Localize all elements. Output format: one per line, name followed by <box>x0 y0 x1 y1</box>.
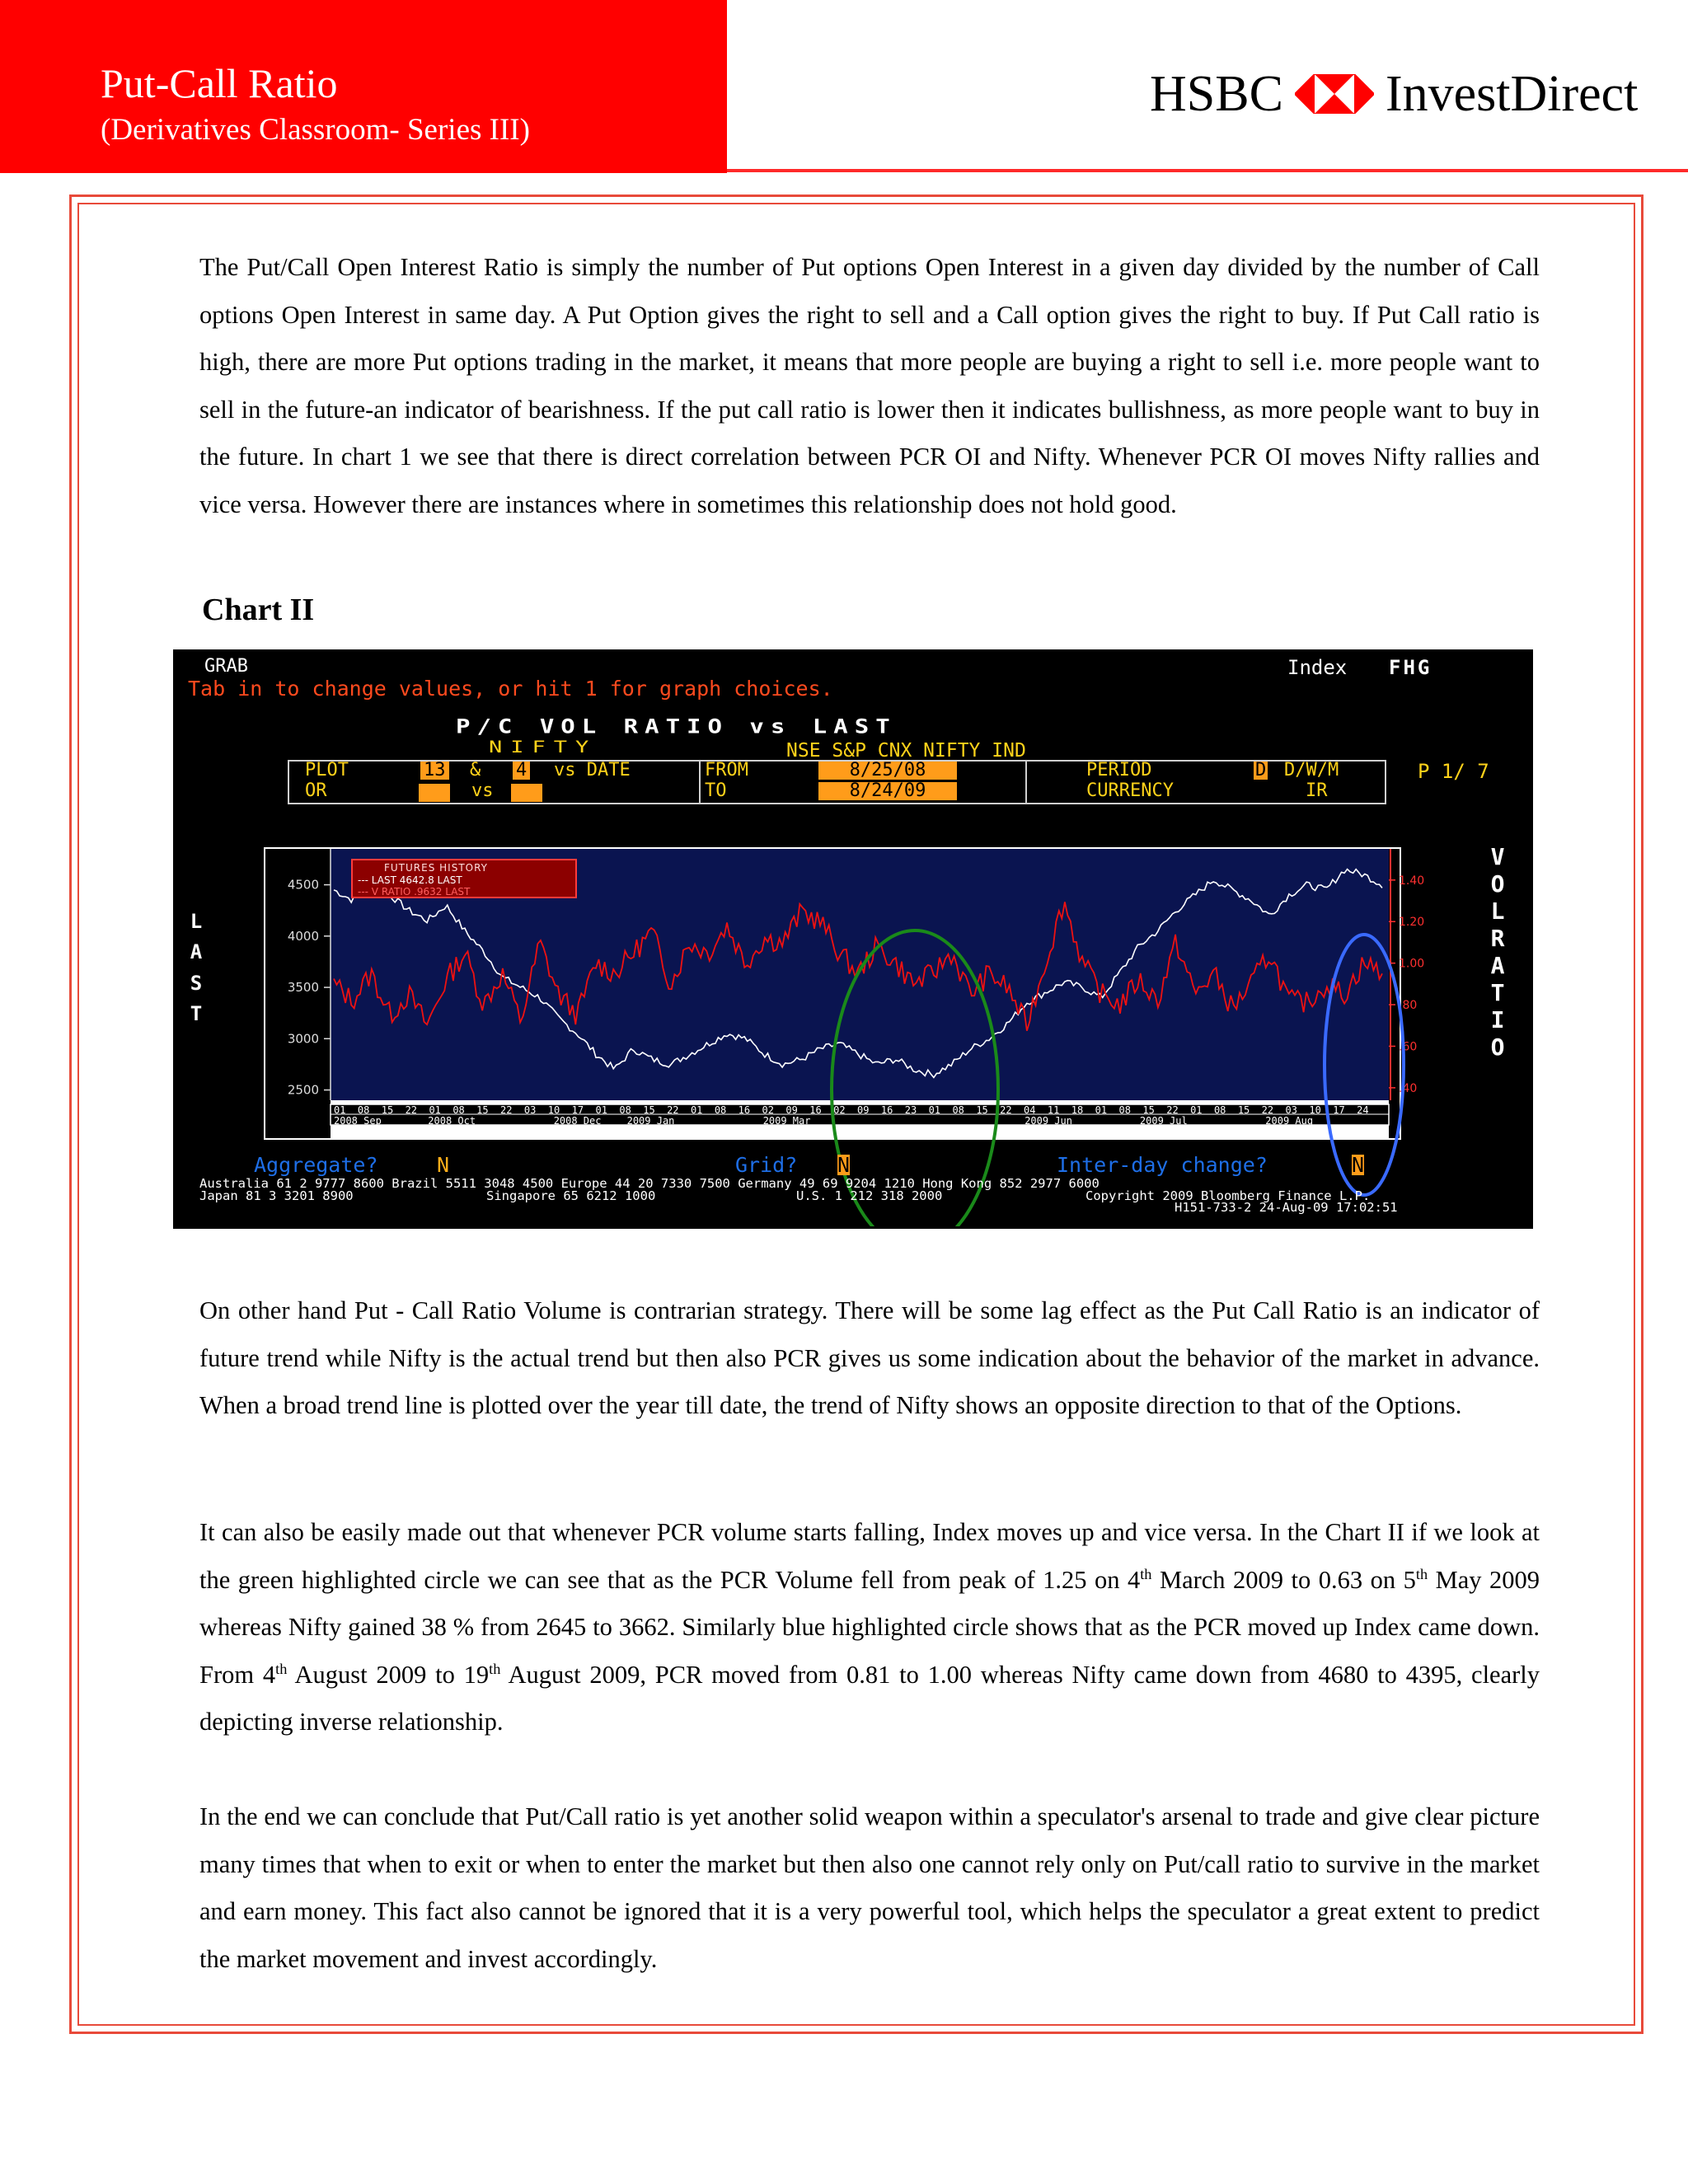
x-axis-day-tick: 22 <box>500 1104 513 1116</box>
currency-field[interactable]: IR <box>1306 780 1328 801</box>
x-axis-day-tick: 08 <box>952 1104 964 1116</box>
chart-underline <box>173 1226 1533 1229</box>
x-axis-day-tick: 03 <box>523 1104 537 1116</box>
page-indicator: P 1/ 7 <box>1418 760 1489 783</box>
x-axis-month-label: 2009 Jul <box>1139 1115 1188 1127</box>
x-axis-day-tick: 01 <box>1095 1104 1108 1116</box>
x-axis-day-tick: 23 <box>904 1104 917 1116</box>
x-axis-day-tick: 17 <box>571 1104 584 1116</box>
x-axis-month-label: 2008 Oct <box>428 1115 476 1127</box>
right-axis-title-letter: R <box>1490 925 1505 952</box>
page-title: Put-Call Ratio <box>101 60 338 106</box>
or-label: OR <box>305 780 327 801</box>
analysis-text-1: It can also be easily made out that whenever PCR volume starts falling, Index moves up and vice versa. In the Chart II if we look at the green highlighted circle we can see that as the PCR Volume fell from peak of 1.25 on 4 <box>199 1518 1540 1594</box>
x-axis-day-tick: 15 <box>1142 1104 1155 1116</box>
amp-label: & <box>470 760 481 780</box>
copyright: Copyright 2009 Bloomberg Finance L.P. <box>1085 1188 1371 1203</box>
period-label: PERIOD <box>1086 760 1152 780</box>
right-axis-title-letter: O <box>1490 870 1505 898</box>
grid-label: Grid? <box>735 1153 798 1177</box>
vs-date-label: vs DATE <box>554 760 631 780</box>
vs-label: vs <box>471 780 494 801</box>
x-axis-day-tick: 15 <box>476 1104 489 1116</box>
right-axis-tick-label: .80 <box>1399 999 1418 1013</box>
x-axis-month-label: 2008 Sep <box>334 1115 382 1127</box>
ordinal-suffix: th <box>1140 1565 1152 1582</box>
index-code: FHG <box>1389 656 1432 679</box>
terminal-timestamp: H151-733-2 24-Aug-09 17:02:51 <box>1175 1200 1398 1215</box>
x-axis-day-tick: 01 <box>928 1104 941 1116</box>
x-axis-day-tick: 11 <box>1047 1104 1060 1116</box>
from-label: FROM <box>705 760 748 780</box>
ordinal-suffix: th <box>489 1660 501 1677</box>
interday-label: Inter-day change? <box>1057 1153 1268 1177</box>
dwm-label: D/W/M <box>1284 760 1339 780</box>
chart-heading: Chart II <box>202 593 315 627</box>
legend-title: FUTURES HISTORY <box>384 862 489 874</box>
x-axis-month-label: 2009 Jan <box>626 1115 675 1127</box>
x-axis-day-tick: 22 <box>405 1104 418 1116</box>
x-axis-day-tick: 22 <box>1166 1104 1179 1116</box>
left-axis-tick-label: 3500 <box>287 980 319 996</box>
analysis-text-4: August 2009 to 19 <box>287 1660 490 1689</box>
x-axis-day-tick: 22 <box>667 1104 679 1116</box>
left-axis-tick-label: 3000 <box>287 1031 319 1047</box>
x-axis-day-tick: 08 <box>714 1104 727 1116</box>
to-date-field[interactable]: 8/24/09 <box>818 782 957 800</box>
x-axis-day-tick: 01 <box>690 1104 703 1116</box>
x-axis-month-label: 2009 Aug <box>1265 1115 1314 1127</box>
x-axis-day-tick: 16 <box>738 1104 751 1116</box>
x-axis-day-tick: 18 <box>1071 1104 1084 1116</box>
intro-paragraph: The Put/Call Open Interest Ratio is simply the number of Put options Open Interest in a given day divided by the number of Call options Open Interest in same day. A Put Option gives the right to sell and a Call option gives the right to buy. If Put Call ratio is high, there are more Put options trading in the market, it means that more people are buying a right to sell i.e. more people want to sell in the future-an indicator of bearishness. If the put call ratio is lower then it indicates bullishness, as more people want to buy in the future. In chart 1 we see that there is direct correlation between PCR OI and Nifty. Whenever PCR OI moves Nifty rallies and vice versa. However there are instances where in sometimes this relationship does not hold good. <box>199 253 1540 518</box>
x-axis-day-tick: 08 <box>619 1104 631 1116</box>
right-axis-tick-label: .40 <box>1399 1081 1418 1095</box>
x-axis-month-label: 2008 Dec <box>553 1115 602 1127</box>
x-axis-day-tick: 15 <box>643 1104 655 1116</box>
logo-hsbc-text: HSBC <box>1150 65 1283 122</box>
plot-label: PLOT <box>305 760 349 780</box>
x-axis-day-tick: 02 <box>833 1104 846 1116</box>
aggregate-label: Aggregate? <box>254 1153 378 1177</box>
x-axis-day-tick: 08 <box>452 1104 465 1116</box>
grab-label: GRAB <box>204 656 248 677</box>
analysis-text-2: March 2009 to 0.63 on 5 <box>1151 1565 1416 1594</box>
interday-value[interactable]: N <box>1352 1153 1365 1177</box>
x-axis-day-tick: 15 <box>976 1104 988 1116</box>
right-axis-tick-label: .60 <box>1399 1040 1418 1054</box>
x-axis-day-tick: 15 <box>381 1104 394 1116</box>
left-axis-tick-label: 4500 <box>287 877 319 893</box>
chart-title: P/C VOL RATIO vs LAST <box>456 715 897 738</box>
left-axis-title-letter: A <box>190 940 203 964</box>
plot-field-1[interactable]: 13 <box>420 762 449 780</box>
left-axis-tick-label: 4000 <box>287 928 319 944</box>
x-axis-day-tick: 15 <box>1237 1104 1250 1116</box>
left-axis-title-letter: T <box>190 1001 203 1025</box>
x-axis-day-tick: 10 <box>1309 1104 1321 1116</box>
right-axis-title-letter: T <box>1490 979 1505 1006</box>
ordinal-suffix: th <box>275 1660 288 1677</box>
chart-legend <box>351 859 577 898</box>
right-axis-tick-label: 1.20 <box>1399 916 1425 930</box>
analysis-text-5: August 2009, PCR moved from 0.81 to 1.00 whereas Nifty came down from 4680 to 4395, clearly depicting inverse relationship. <box>199 1660 1540 1736</box>
x-axis-day-tick: 09 <box>785 1104 798 1116</box>
currency-label: CURRENCY <box>1086 780 1174 801</box>
hsbc-hexagon-icon <box>1295 74 1374 114</box>
x-axis-day-tick: 16 <box>809 1104 822 1116</box>
ordinal-suffix: th <box>1415 1565 1428 1582</box>
x-axis-day-tick: 04 <box>1024 1104 1036 1116</box>
x-axis-day-tick: 01 <box>595 1104 607 1116</box>
left-axis-title-letter: S <box>190 971 203 995</box>
legend-ratio: --- V RATIO .9632 LAST <box>358 886 471 898</box>
right-axis-title-letter: A <box>1490 952 1505 979</box>
page-subtitle: (Derivatives Classroom- Series III) <box>101 113 530 147</box>
right-axis-tick-label: 1.40 <box>1399 874 1425 888</box>
bloomberg-chart-panel <box>173 649 1533 1226</box>
contact-japan: Japan 81 3 3201 8900 <box>199 1188 354 1203</box>
x-axis-day-tick: 08 <box>1213 1104 1226 1116</box>
plot-field-2[interactable]: 4 <box>513 762 530 780</box>
legend-last: --- LAST 4642.8 LAST <box>358 874 462 886</box>
x-axis-day-tick: 09 <box>857 1104 870 1116</box>
to-label: TO <box>705 780 727 801</box>
left-axis-title-letter: L <box>190 910 203 933</box>
nse-label: NSE S&P CNX NIFTY IND <box>786 740 1026 762</box>
x-axis-day-tick: 01 <box>334 1104 346 1116</box>
right-axis-title-letter: L <box>1490 898 1505 925</box>
x-axis-day-tick: 08 <box>357 1104 370 1116</box>
header-divider <box>727 169 1688 172</box>
logo-investdirect-text: InvestDirect <box>1385 65 1639 122</box>
x-axis-day-tick: 10 <box>547 1104 560 1116</box>
period-field[interactable]: D <box>1255 760 1267 780</box>
right-axis-title-letter: O <box>1490 1033 1505 1061</box>
grid-value[interactable]: N <box>837 1153 851 1177</box>
x-axis-day-tick: 22 <box>1000 1104 1012 1116</box>
conclusion-paragraph: In the end we can conclude that Put/Call ratio is yet another solid weapon within a speculator's arsenal to trade and give clear picture many times that when to exit or when to enter the market but then also one cannot rely only on Put/call ratio to survive in the market and earn money. This fact also cannot be ignored that it is a very powerful tool, which helps the speculator a great extent to predict the market movement and invest accordingly. <box>199 1802 1540 1973</box>
analysis-text-3: May 2009 whereas Nifty gained 38 % from 2645 to 3662. Similarly blue highlighted circle shows that as the PCR moved up Index came down. From 4 <box>199 1565 1540 1689</box>
x-axis-day-tick: 02 <box>762 1104 774 1116</box>
aggregate-value[interactable]: N <box>437 1153 450 1177</box>
contact-singapore: Singapore 65 6212 1000 <box>486 1188 656 1203</box>
index-label: Index <box>1287 656 1348 679</box>
left-axis-tick-label: 2500 <box>287 1082 319 1098</box>
analysis-paragraph <box>199 1509 1540 1736</box>
x-axis-day-tick: 03 <box>1285 1104 1297 1116</box>
x-axis-month-label: 2009 Mar <box>762 1115 811 1127</box>
x-axis-day-tick: 24 <box>1357 1104 1369 1116</box>
nifty-label: NIFTY <box>489 738 598 757</box>
x-axis-day-tick: 17 <box>1333 1104 1345 1116</box>
x-axis-day-tick: 08 <box>1118 1104 1131 1116</box>
contact-us: U.S. 1 212 318 2000 <box>796 1188 943 1203</box>
contrarian-paragraph: On other hand Put - Call Ratio Volume is contrarian strategy. There will be some lag effect as the Put Call Ratio is an indicator of future trend while Nifty is the actual trend but then also PCR gives us some indication about the behavior of the market in advance. When a broad trend line is plotted over the year till date, the trend of Nifty shows an opposite direction to that of the Options. <box>199 1296 1540 1419</box>
chart-svg <box>173 649 1533 1226</box>
x-axis-day-tick: 16 <box>880 1104 893 1116</box>
x-axis-day-tick: 22 <box>1261 1104 1274 1116</box>
right-axis-title-letter: I <box>1490 1006 1505 1033</box>
x-axis-day-tick: 01 <box>429 1104 441 1116</box>
right-axis-tick-label: 1.00 <box>1399 957 1425 971</box>
x-axis-day-tick: 01 <box>1190 1104 1203 1116</box>
x-axis-month-label: 2009 Jun <box>1025 1115 1072 1127</box>
contact-line-1: Australia 61 2 9777 8600 Brazil 5511 3048 4500 Europe 44 20 7330 7500 Germany 49 69 9204 1210 Hong Kong 852 2977 6000 <box>199 1176 1100 1191</box>
hsbc-logo <box>1150 65 1639 122</box>
from-date-field[interactable]: 8/25/08 <box>818 762 957 780</box>
right-axis-title-letter: V <box>1490 843 1505 870</box>
tab-hint: Tab in to change values, or hit 1 for graph choices. <box>188 677 833 701</box>
